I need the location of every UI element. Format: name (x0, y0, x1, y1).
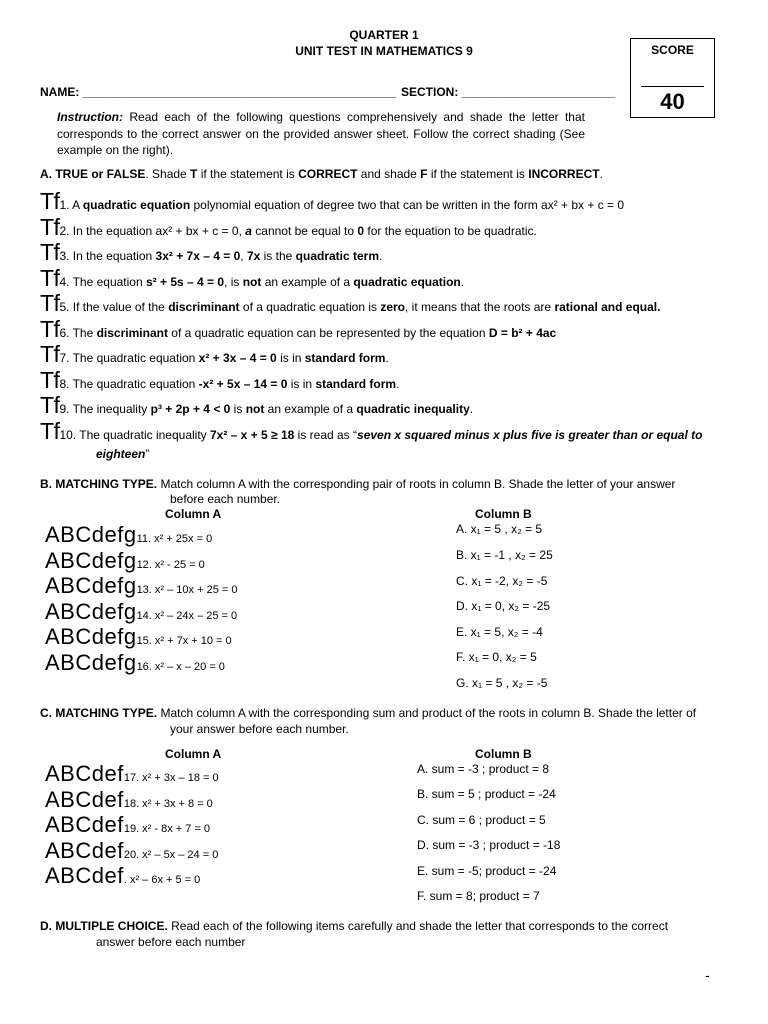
part-b-col-b: Column B (475, 507, 532, 521)
q-bold: quadratic equation (82, 198, 191, 212)
abc-mark[interactable]: ABCdefg (45, 548, 137, 573)
q-text: 1. A (59, 198, 83, 212)
item-text: 18. x² + 3x + 8 = 0 (123, 798, 213, 810)
match-b-item-14 (45, 599, 237, 625)
match-c-item-17 (45, 761, 219, 787)
tf-mark[interactable]: Tf (40, 341, 60, 367)
part-a-t: T (190, 167, 198, 181)
q-text: , (240, 249, 247, 263)
item-text: 15. x² + 7x + 10 = 0 (136, 635, 232, 647)
part-c-text: Match column A with the corresponding sum and product of the roots in column B. Shade the letter of (157, 706, 697, 720)
choice-c-b: B. sum = 5 ; product = -24 (417, 787, 556, 801)
tf-mark[interactable]: Tf (40, 392, 60, 418)
q-bold: quadratic term (295, 249, 380, 263)
instruction-label: Instruction: (57, 110, 123, 124)
q-text: 9. The inequality (59, 402, 151, 416)
q-bold: zero (380, 300, 406, 314)
q-bold: 0 (357, 224, 365, 238)
item-text: 17. x² + 3x – 18 = 0 (123, 772, 219, 784)
tf-question-9 (40, 394, 473, 417)
score-label: SCORE (651, 43, 694, 57)
part-d-heading (40, 919, 668, 933)
abc-mark[interactable]: ABCdef (45, 812, 124, 837)
tf-question-10 (40, 420, 702, 443)
q-text: of a quadratic equation can be represented by the equation (167, 326, 489, 340)
tf-mark[interactable]: Tf (40, 418, 60, 444)
choice-b-g: G. x₁ = 5 , x₂ = -5 (456, 676, 548, 690)
q-text: , is (224, 275, 243, 289)
q-bold: standard form (304, 351, 386, 365)
q-bold: -x² + 5x – 14 = 0 (198, 377, 288, 391)
page-dash: - (705, 967, 710, 983)
part-a-text: if the statement is (427, 167, 529, 181)
choice-c-f: F. sum = 8; product = 7 (417, 889, 540, 903)
q-bold: quadratic equation (353, 275, 461, 289)
q-bold: p³ + 2p + 4 < 0 (150, 402, 231, 416)
part-c-heading (40, 706, 696, 720)
match-b-item-12 (45, 548, 205, 574)
instruction (57, 109, 585, 159)
choice-c-c: C. sum = 6 ; product = 5 (417, 813, 546, 827)
part-a-f: F (420, 167, 428, 181)
abc-mark[interactable]: ABCdef (45, 838, 124, 863)
q-text: . (396, 377, 400, 391)
score-box (630, 38, 715, 118)
item-text: . x² – 6x + 5 = 0 (123, 874, 201, 886)
score-value: 40 (660, 89, 685, 114)
abc-mark[interactable]: ABCdefg (45, 573, 137, 598)
part-c-title: C. MATCHING TYPE. (40, 706, 158, 720)
score-line (641, 86, 704, 87)
item-text: 13. x² – 10x + 25 = 0 (136, 584, 238, 596)
q-bold-italic: eighteen (96, 447, 146, 461)
part-d-text: Read each of the following items carefully and shade the letter that corresponds to the correct (167, 919, 669, 933)
q-text: 3. In the equation (59, 249, 156, 263)
part-c-heading-cont: your answer before each number. (170, 722, 349, 736)
tf-question-5 (40, 292, 660, 315)
item-text: 11. x² + 25x = 0 (136, 533, 213, 545)
choice-b-e: E. x₁ = 5, x₂ = -4 (456, 625, 543, 639)
match-c-item-19 (45, 812, 210, 838)
choice-c-d: D. sum = -3 ; product = -18 (417, 838, 561, 852)
item-text: 12. x² - 25 = 0 (136, 559, 205, 571)
part-b-heading-cont: before each number. (170, 492, 281, 506)
choice-b-a: A. x₁ = 5 , x₂ = 5 (456, 522, 543, 536)
part-d-title: D. MULTIPLE CHOICE. (40, 919, 168, 933)
q-text: 2. In the equation ax² + bx + c = 0, (59, 224, 246, 238)
section-field: SECTION: _______________________ (401, 85, 616, 99)
q-bold: discriminant (168, 300, 240, 314)
tf-mark[interactable]: Tf (40, 188, 60, 214)
part-b-title: B. MATCHING TYPE. (40, 477, 158, 491)
q-bold: quadratic inequality (356, 402, 470, 416)
tf-mark[interactable]: Tf (40, 290, 60, 316)
q-bold: 7x (246, 249, 261, 263)
instruction-text: Read each of the following questions comprehensively and shade the letter that corresponds to the correct answer on the provided answer sheet. Follow the correct shading (See example on the right). (57, 110, 585, 157)
q-text: for the equation to be quadratic. (364, 224, 537, 238)
abc-mark[interactable]: ABCdef (45, 761, 124, 786)
part-a-text: . Shade (145, 167, 191, 181)
part-b-text: Match column A with the corresponding pair of roots in column B. Shade the letter of your answer (157, 477, 676, 491)
part-a-text: . (599, 167, 603, 181)
q-text: . (379, 249, 383, 263)
match-b-item-16 (45, 650, 225, 676)
q-text: polynomial equation of degree two that can be written in the form ax² + bx + c = 0 (190, 198, 625, 212)
tf-question-8 (40, 369, 399, 392)
part-a-incorrect: INCORRECT (528, 167, 600, 181)
tf-question-2 (40, 216, 537, 239)
q-text: an example of a (264, 402, 357, 416)
choice-b-b: B. x₁ = -1 , x₂ = 25 (456, 548, 553, 562)
match-c-item-21 (45, 863, 200, 889)
choice-c-a: A. sum = -3 ; product = 8 (417, 762, 550, 776)
q-bold: 3x² + 7x – 4 = 0 (155, 249, 241, 263)
tf-mark[interactable]: Tf (40, 265, 60, 291)
q-bold-italic: seven x squared minus x plus five is greater than or equal to (357, 428, 703, 442)
part-a-text: and shade (357, 167, 421, 181)
q-bold: 7x² – x + 5 ≥ 18 (210, 428, 295, 442)
q-text: 8. The quadratic equation (59, 377, 199, 391)
part-a-title: A. TRUE or FALSE (40, 167, 146, 181)
choice-b-d: D. x₁ = 0, x₂ = -25 (456, 599, 551, 613)
part-c-col-a: Column A (165, 747, 222, 761)
abc-mark[interactable]: ABCdef (45, 863, 124, 888)
abc-mark[interactable]: ABCdefg (45, 624, 137, 649)
choice-b-f: F. x₁ = 0, x₂ = 5 (456, 650, 537, 664)
match-b-item-15 (45, 624, 232, 650)
name-field: NAME: _______________________________________________ (40, 85, 397, 99)
q-bold: discriminant (96, 326, 168, 340)
abc-mark[interactable]: ABCdef (45, 787, 124, 812)
item-text: 19. x² - 8x + 7 = 0 (123, 823, 211, 835)
q-text: ” (145, 447, 150, 461)
tf-question-6 (40, 318, 556, 341)
match-c-item-18 (45, 787, 213, 813)
item-text: 14. x² – 24x – 25 = 0 (136, 610, 238, 622)
tf-mark[interactable]: Tf (40, 214, 60, 240)
part-b-col-a: Column A (165, 507, 222, 521)
tf-question-4 (40, 267, 464, 290)
q-text: cannot be equal to (251, 224, 358, 238)
part-b-heading (40, 477, 675, 491)
part-c-col-b: Column B (475, 747, 532, 761)
q-bold: not (245, 402, 265, 416)
abc-mark[interactable]: ABCdefg (45, 650, 137, 675)
tf-mark[interactable]: Tf (40, 367, 60, 393)
q-bold: not (242, 275, 262, 289)
tf-question-1 (40, 190, 624, 213)
part-a-text: if the statement is (197, 167, 299, 181)
item-text: 16. x² – x – 20 = 0 (136, 661, 225, 673)
tf-mark[interactable]: Tf (40, 316, 60, 342)
quarter-title: QUARTER 1 (349, 28, 419, 42)
test-title: UNIT TEST IN MATHEMATICS 9 (295, 44, 473, 58)
choice-b-c: C. x₁ = -2, x₂ = -5 (456, 574, 548, 588)
choice-c-e: E. sum = -5; product = -24 (417, 864, 557, 878)
match-c-item-20 (45, 838, 218, 864)
tf-question-7 (40, 343, 389, 366)
q-bold: x² + 3x – 4 = 0 (198, 351, 277, 365)
part-a-correct: CORRECT (298, 167, 358, 181)
q-text: . (460, 275, 465, 289)
part-d-heading-cont: answer before each number (96, 935, 246, 949)
match-b-item-11 (45, 522, 212, 548)
q-bold: a (245, 224, 252, 238)
q-text: 7. The quadratic equation (59, 351, 199, 365)
q-text: an example of a (261, 275, 354, 289)
q-text: 5. If the value of the (59, 300, 169, 314)
tf-question-10-cont (96, 447, 149, 461)
q-text: of a quadratic equation is (239, 300, 381, 314)
q-text: 6. The (59, 326, 97, 340)
q-text: is (230, 402, 246, 416)
tf-mark[interactable]: Tf (40, 239, 60, 265)
q-text: is the (260, 249, 296, 263)
match-b-item-13 (45, 573, 237, 599)
q-text: , it means that the roots are (405, 300, 555, 314)
q-text: is in (276, 351, 305, 365)
q-bold: s² + 5s – 4 = 0 (145, 275, 225, 289)
q-text: is read as “ (294, 428, 358, 442)
q-bold: D = b² + 4ac (488, 326, 557, 340)
q-bold: rational and equal. (554, 300, 661, 314)
q-text: 10. The quadratic inequality (59, 428, 210, 442)
q-text: . (469, 402, 474, 416)
item-text: 20. x² – 5x – 24 = 0 (123, 849, 219, 861)
tf-question-3 (40, 241, 382, 264)
abc-mark[interactable]: ABCdefg (45, 599, 137, 624)
q-text: . (385, 351, 389, 365)
part-a-heading (40, 167, 603, 181)
abc-mark[interactable]: ABCdefg (45, 522, 137, 547)
q-bold: standard form (315, 377, 397, 391)
q-text: is in (287, 377, 316, 391)
q-text: 4. The equation (59, 275, 146, 289)
